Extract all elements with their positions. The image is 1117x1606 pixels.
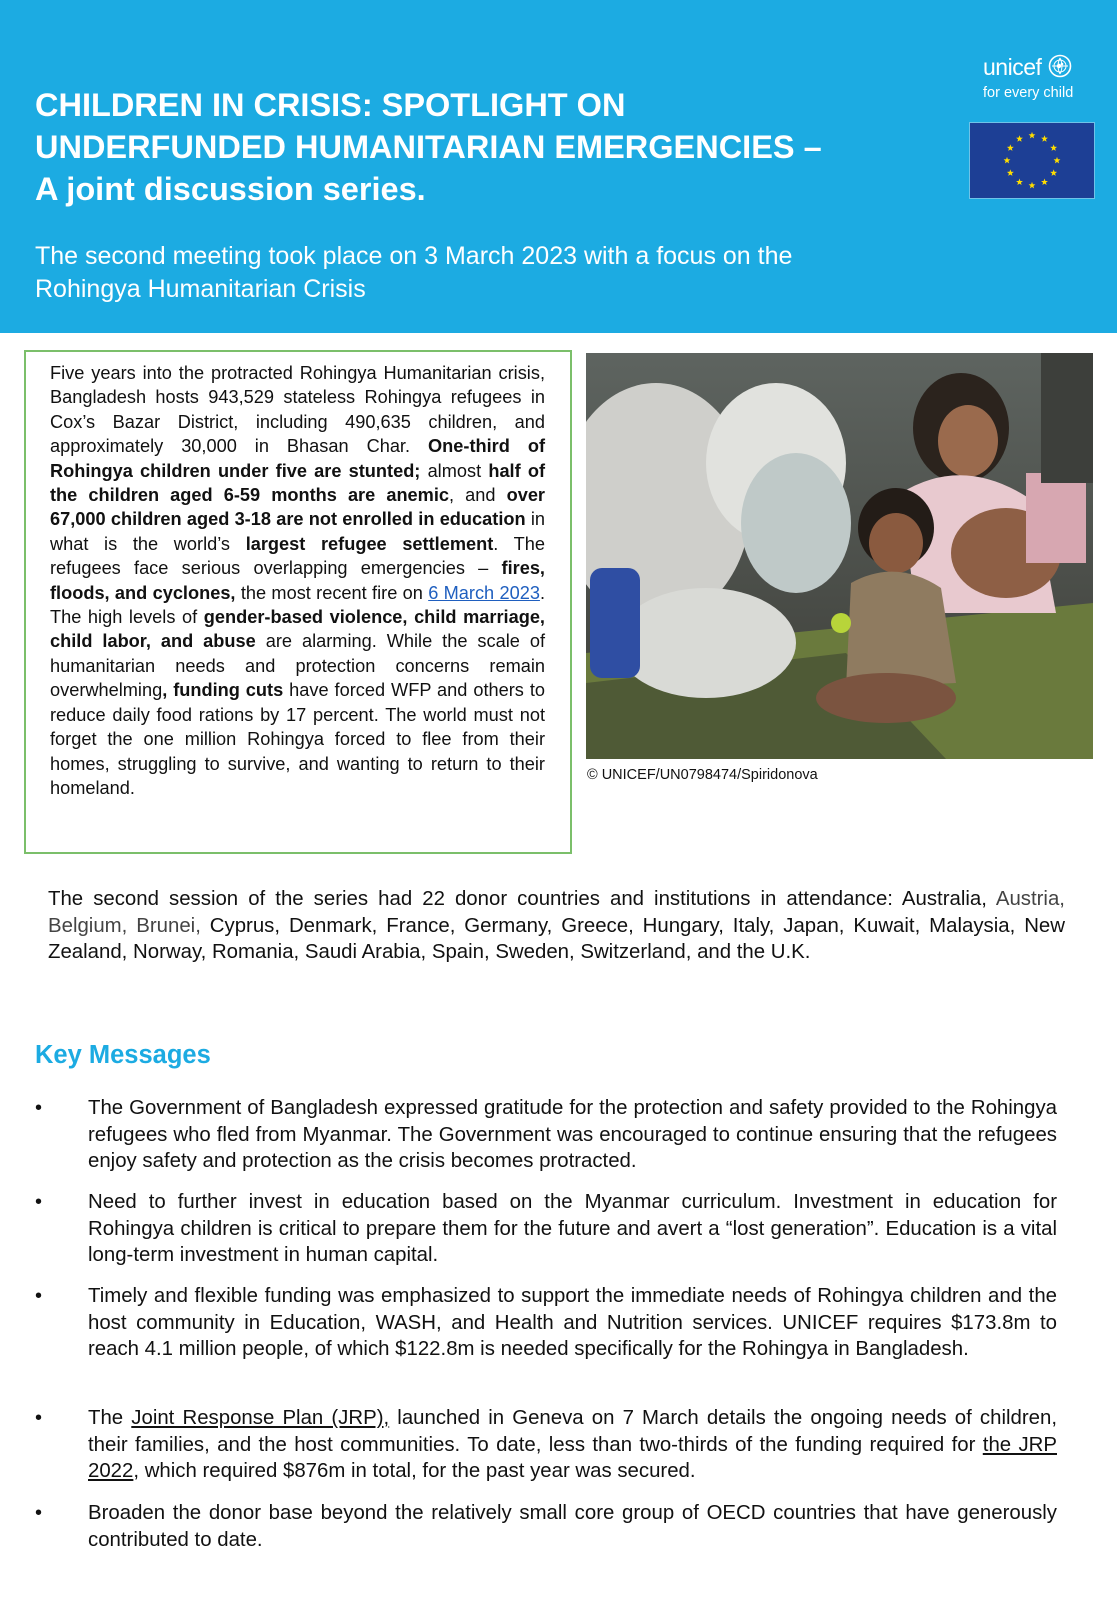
subtitle-line-2: Rohingya Humanitarian Crisis (35, 275, 366, 303)
jrp-text-1: The (88, 1407, 124, 1429)
jrp-2022-link[interactable]: the JRP 2022 (88, 1433, 1057, 1483)
photo-credit: © UNICEF/UN0798474/Spiridonova (587, 767, 818, 783)
eu-star-icon (1041, 135, 1048, 142)
intro-bold-education: over 67,000 children aged 3-18 are not enrolled in education (50, 485, 546, 530)
jrp-text-2: launched in Geneva on 7 March details the ongoing needs of children, their families, and the host communities. To date, less than two-thirds of the funding required for (88, 1407, 1057, 1456)
session-paragraph (48, 886, 1065, 966)
bullet-icon: • (35, 1502, 43, 1524)
key-message-2: Need to further invest in education based on the Myanmar curriculum. Investment in education for Rohingya children is critical to prepare them for the future and avert a “lost generation”. Education is a vital long-term investment in human capital. (88, 1191, 1057, 1267)
unicef-globe-icon (1048, 54, 1072, 83)
bullet-icon: • (35, 1407, 43, 1429)
key-message-3: Timely and flexible funding was emphasized to support the immediate needs of Rohingya children and the host community in Education, WASH, and Health and Nutrition services. UNICEF requires $173.8m to reach 4.1 million people, of which $122.8m is needed specifically for the Rohingya in Bangladesh. (88, 1285, 1057, 1361)
intro-text-6: the most recent fire on (240, 582, 423, 603)
jrp-text-3: , which required $876m in total, for the past year was secured. (133, 1460, 696, 1483)
intro-text-4: in what is the world’s (50, 509, 545, 554)
intro-text-2: almost (427, 460, 482, 481)
title-line-3: A joint discussion series. (35, 171, 426, 207)
session-text-grey: Austria, Belgium, Brunei, (48, 888, 1065, 937)
session-text-2: Cyprus, Denmark, France, Germany, Greece, Hungary, Italy, Japan, Kuwait, Malaysia, New Zealand, Norway, Romania, Saudi Arabia, Spain, Sweden, Switzerland, and the U.K. (48, 914, 1065, 964)
unicef-logo (983, 54, 1095, 102)
intro-box (24, 350, 572, 854)
intro-bold-stunted: One-third of Rohingya children under five are stunted; (50, 436, 546, 481)
intro-text-9: have forced WFP and others to reduce daily food rations by 17 percent. The world must not forget the one million Rohingya forced to flee from their homes, struggling to survive, and wanting to return to their homeland. (50, 680, 545, 798)
unicef-logo-word: unicef (983, 54, 1042, 80)
key-messages-heading: Key Messages (35, 1041, 211, 1069)
intro-bold-gbv: gender-based violence, child marriage, child labor, and abuse (50, 607, 545, 652)
eu-star-icon (1004, 157, 1011, 164)
intro-text-8: are alarming. While the scale of humanitarian needs and protection concerns remain overwhelming (50, 631, 545, 701)
title-line-1: CHILDREN IN CRISIS: SPOTLIGHT ON (35, 87, 626, 123)
eu-star-icon (1029, 132, 1036, 139)
eu-star-icon (1054, 157, 1061, 164)
eu-star-icon (1050, 169, 1057, 176)
jrp-link[interactable]: Joint Response Plan (JRP), (131, 1407, 390, 1429)
intro-text-7: . The high levels of (50, 582, 545, 628)
intro-text-1: Five years into the protracted Rohingya Humanitarian crisis, Bangladesh hosts 943,529 stateless Rohingya refugees in Cox’s Bazar District, including 490,635 children, and approximately 30,000 in Bhasan Char. (50, 363, 545, 457)
intro-paragraph (50, 361, 545, 800)
intro-bold-funding-cuts: , funding cuts (162, 680, 284, 701)
photo-rohingya-children (586, 353, 1093, 759)
key-message-4 (88, 1405, 1057, 1485)
eu-flag-icon (969, 122, 1095, 199)
title-line-2: UNDERFUNDED HUMANITARIAN EMERGENCIES – (35, 129, 822, 165)
header-banner (0, 0, 1117, 333)
fire-date-link[interactable]: 6 March 2023 (428, 582, 540, 603)
eu-star-icon (1007, 169, 1014, 176)
intro-text-3: , and (449, 485, 496, 506)
bullet-icon: • (35, 1097, 43, 1119)
subtitle-line-1: The second meeting took place on 3 March 2023 with a focus on the (35, 242, 793, 270)
page-subtitle (35, 240, 915, 306)
page-title (35, 84, 915, 210)
intro-bold-settlement: largest refugee settlement (245, 533, 494, 554)
session-text-1: The second session of the series had 22 donor countries and institutions in attendance: Australia, (48, 888, 987, 910)
intro-text-5: . The refugees face serious overlapping emergencies – (50, 533, 545, 579)
unicef-tagline: for every child (983, 85, 1074, 101)
bullet-icon: • (35, 1191, 43, 1213)
key-message-1: The Government of Bangladesh expressed gratitude for the protection and safety provided to the Rohingya refugees who fled from Myanmar. The Government was encouraged to continue ensuring that the refugees enjoy safety and protection as the crisis becomes protracted. (88, 1097, 1057, 1173)
eu-star-icon (1007, 144, 1014, 151)
eu-star-icon (1016, 179, 1023, 186)
key-message-5: Broaden the donor base beyond the relatively small core group of OECD countries that have generously contributed to date. (88, 1502, 1057, 1551)
bullet-icon: • (35, 1285, 43, 1307)
intro-bold-emergencies: fires, floods, and cyclones, (50, 558, 545, 603)
eu-star-icon (1041, 179, 1048, 186)
intro-bold-anemic: half of the children aged 6-59 months are anemic (50, 460, 546, 506)
eu-star-icon (1016, 135, 1023, 142)
eu-star-icon (1029, 182, 1036, 189)
eu-star-icon (1050, 144, 1057, 151)
